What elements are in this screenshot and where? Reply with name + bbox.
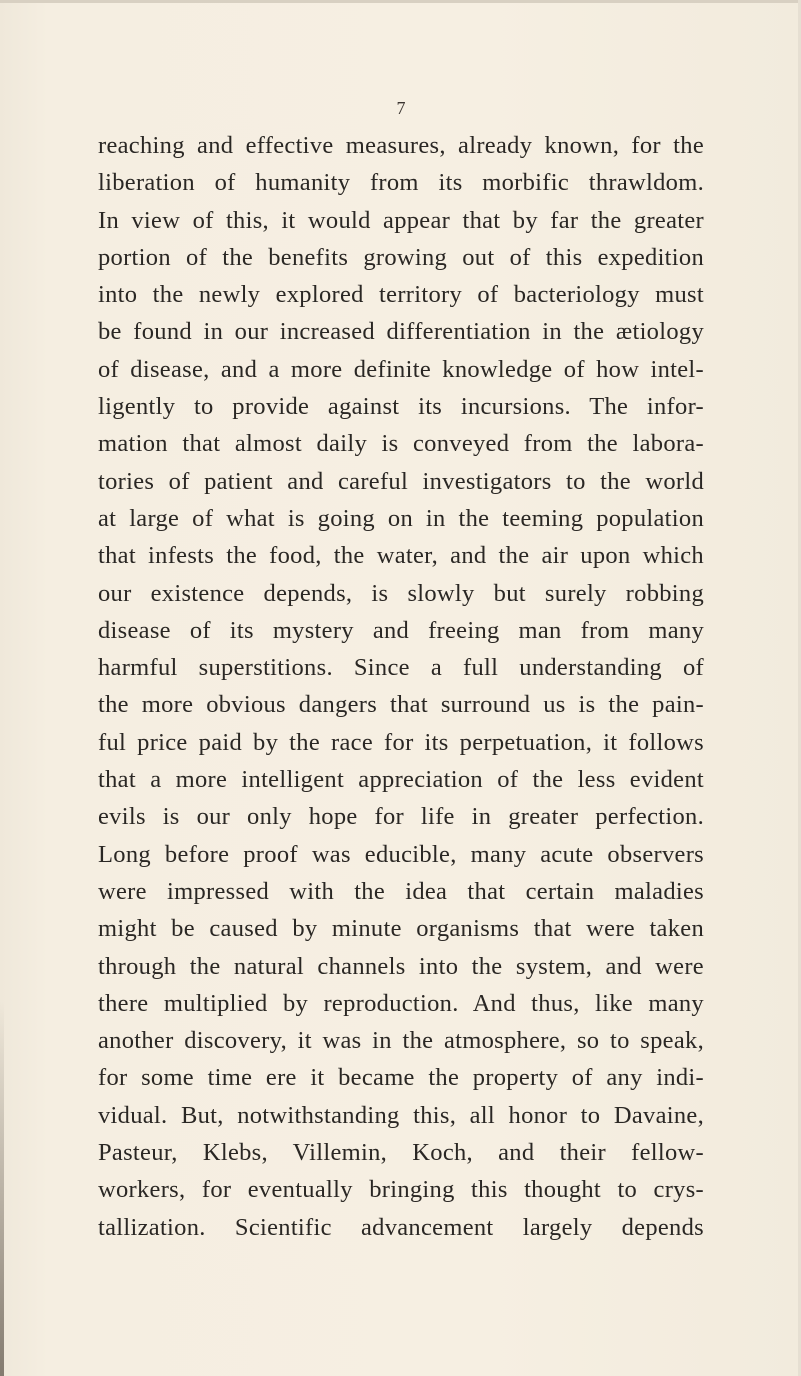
text-line: liberation of humanity from its morbific thrawldom. xyxy=(98,169,704,197)
text-line: vidual. But, notwithstanding this, all honor to Davaine, xyxy=(98,1101,704,1129)
page-number: 7 xyxy=(396,98,406,118)
text-line: through the natural channels into the system, and were xyxy=(98,952,704,980)
text-line: be found in our increased differentiation in the ætiology xyxy=(98,318,704,346)
text-line: the more obvious dangers that surround us is the pain- xyxy=(98,691,704,719)
text-line: portion of the benefits growing out of this expedition xyxy=(98,243,704,271)
text-line: our existence depends, is slowly but surely robbing xyxy=(98,579,704,607)
text-line: mation that almost daily is conveyed from the labora- xyxy=(98,430,704,458)
text-line: into the newly explored territory of bacteriology must xyxy=(98,281,704,309)
text-line: for some time ere it became the property of any indi- xyxy=(98,1064,704,1092)
text-line: harmful superstitions. Since a full understanding of xyxy=(98,654,704,682)
text-line: of disease, and a more definite knowledge of how intel- xyxy=(98,355,704,383)
text-line: evils is our only hope for life in greater perfection. xyxy=(98,803,704,831)
text-line: were impressed with the idea that certain maladies xyxy=(98,877,704,905)
text-line: ful price paid by the race for its perpetuation, it follows xyxy=(98,728,704,756)
text-line: tallization. Scientific advancement largely depends xyxy=(98,1213,704,1241)
body-text xyxy=(98,127,704,1246)
text-line: ligently to provide against its incursions. The infor- xyxy=(98,393,704,421)
binding-shadow xyxy=(0,1000,4,1376)
text-line: In view of this, it would appear that by far the greater xyxy=(98,206,704,234)
text-line: that a more intelligent appreciation of the less evident xyxy=(98,766,704,794)
text-line: that infests the food, the water, and the air upon which xyxy=(98,542,704,570)
text-line: reaching and effective measures, already known, for the xyxy=(98,132,704,159)
text-line: tories of patient and careful investigators to the world xyxy=(98,467,704,495)
text-line: there multiplied by reproduction. And thus, like many xyxy=(98,989,704,1017)
text-line: disease of its mystery and freeing man from many xyxy=(98,616,704,644)
page-top-edge xyxy=(0,0,801,3)
text-line: might be caused by minute organisms that were taken xyxy=(98,915,704,943)
text-line: at large of what is going on in the teeming population xyxy=(98,504,704,532)
text-line: another discovery, it was in the atmosphere, so to speak, xyxy=(98,1027,704,1055)
text-line: workers, for eventually bringing this thought to crys- xyxy=(98,1176,704,1204)
text-line: Pasteur, Klebs, Villemin, Koch, and their fellow- xyxy=(98,1139,704,1167)
text-line: Long before proof was educible, many acute observers xyxy=(98,840,704,868)
